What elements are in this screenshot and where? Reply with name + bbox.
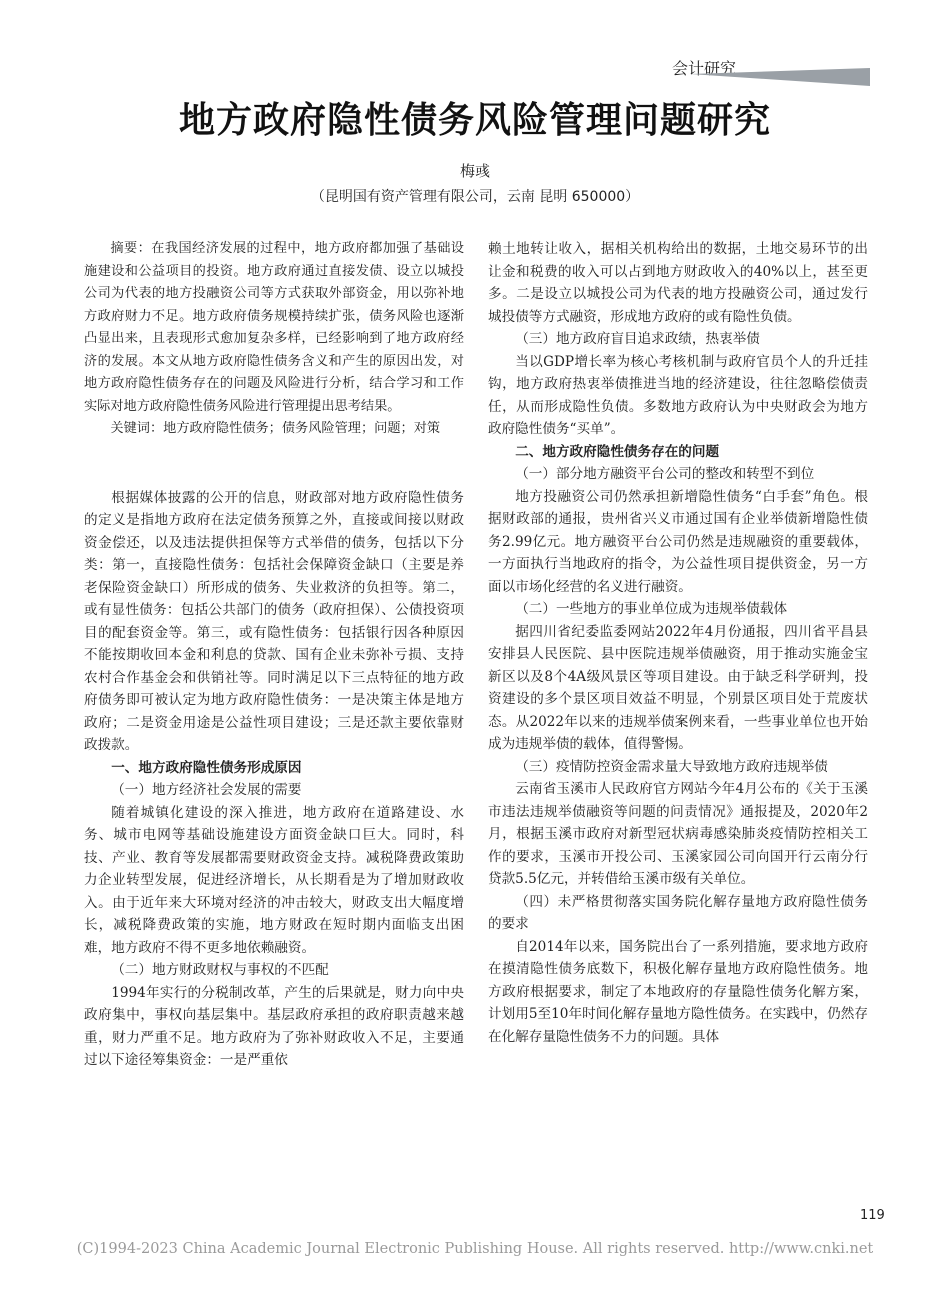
paragraph-2-3: 云南省玉溪市人民政府官方网站今年4月公布的《关于玉溪市违法违规举债融资等问题的问责情况》通报提及，2020年2月，根据玉溪市政府对新型冠状病毒感染肺炎疫情防控相关工作的要求，玉溪市开投公司、玉溪家园公司向国开行云南分行贷款5.5亿元，并转借给玉溪市级有关单位。 [488, 781, 868, 887]
section-heading-2: 二、地方政府隐性债务存在的问题 [515, 443, 720, 460]
right-column [488, 238, 868, 1048]
subsection-heading-2-2: （二）一些地方的事业单位成为违规举债载体 [515, 601, 788, 617]
subsection-heading-2-1: （一）部分地方融资平台公司的整改和转型不到位 [515, 466, 815, 482]
author: 梅彧 [459, 162, 490, 180]
section-heading-1: 一、地方政府隐性债务形成原因 [111, 759, 302, 776]
paragraph-1-2-cont: 赖土地转让收入，据相关机构给出的数据，土地交易环节的出让金和税费的收入可以占到地方财政收入的40%以上，甚至更多。二是设立以城投公司为代表的地方投融资公司，通过发行城投债等方式融资，形成地方政府的或有隐性负债。 [488, 241, 868, 325]
paragraph-2-1: 地方投融资公司仍然承担新增隐性债务“白手套”角色。根据财政部的通报，贵州省兴义市通过国有企业举债新增隐性债务2.99亿元。地方融资平台公司仍然是违规融资的重要载体，一方面执行当地政府的指令，为公益性项目提供资金，另一方面以市场化经营的名义进行融资。 [488, 488, 868, 595]
paragraph-2-4: 自2014年以来，国务院出台了一系列措施，要求地方政府在摸清隐性债务底数下，积极化解存量地方政府隐性债务。地方政府根据要求，制定了本地政府的存量隐性债务化解方案，计划用5至10年时间化解存量地方隐性债务。在实践中，仍然存在化解存量隐性债务不力的问题。具体 [488, 938, 868, 1045]
keywords: 关键词：地方政府隐性债务；债务风险管理；问题；对策 [110, 421, 441, 436]
subsection-heading-1-3: （三）地方政府盲目追求政绩，热衷举债 [515, 331, 760, 347]
subsection-heading-1-2: （二）地方财政财权与事权的不匹配 [111, 962, 329, 978]
paragraph-1-1: 随着城镇化建设的深入推进，地方政府在道路建设、水务、城市电网等基础设施建设方面资金缺口巨大。同时，科技、产业、教育等发展都需要财政资金支持。减税降费政策助力企业转型发展，促进经济增长，从长期看是为了增加财政收入。由于近年来大环境对经济的冲击较大，财政支出大幅度增长，减税降费政策的实施，地方财政在短时期内面临支出困难，地方政府不得不更多地依赖融资。 [84, 804, 464, 956]
left-column [84, 238, 464, 1072]
subsection-heading-2-4: （四）未严格贯彻落实国务院化解存量地方政府隐性债务的要求 [488, 893, 868, 932]
paragraph-1-3: 当以GDP增长率为核心考核机制与政府官员个人的升迁挂钩，地方政府热衷举债推进当地的经济建设，往往忽略偿债责任，从而形成隐性负债。多数地方政府认为中央财政会为地方政府隐性债务“买单”。 [488, 353, 868, 437]
section-bar-decoration [690, 68, 870, 86]
page-number: 119 [860, 1208, 885, 1223]
affiliation: （昆明国有资产管理有限公司，云南 昆明 650000） [310, 189, 640, 205]
subsection-heading-2-3: （三）疫情防控资金需求量大导致地方政府违规举债 [515, 758, 828, 775]
copyright-footer: (C)1994-2023 China Academic Journal Electronic Publishing House. All rights reserved. http://www.cnki.net [76, 1241, 874, 1257]
subsection-heading-1-1: （一）地方经济社会发展的需要 [111, 782, 302, 798]
section-label: 会计研究 [672, 59, 737, 78]
abstract: 摘要：在我国经济发展的过程中，地方政府都加强了基础设施建设和公益项目的投资。地方政府通过直接发债、设立以城投公司为代表的地方投融资公司等方式获取外部资金，用以弥补地方政府财力不足。地方政府债务规模持续扩张，债务风险也逐渐凸显出来，且表现形式愈加复杂多样，已经影响到了地方政府经济的发展。本文从地方政府隐性债务含义和产生的原因出发，对地方政府隐性债务存在的问题及风险进行分析，结合学习和工作实际对地方政府隐性债务风险进行管理提出思考结果。 [84, 241, 464, 414]
paragraph-1-2: 1994年实行的分税制改革，产生的后果就是，财力向中央政府集中，事权向基层集中。基层政府承担的政府职责越来越重，财力严重不足。地方政府为了弥补财政收入不足，主要通过以下途径筹集资金：一是严重依 [84, 984, 464, 1068]
intro-paragraph: 根据媒体披露的公开的信息，财政部对地方政府隐性债务的定义是指地方政府在法定债务预算之外，直接或间接以财政资金偿还，以及违法提供担保等方式举借的债务，包括以下分类：第一，直接隐性债务：包括社会保障资金缺口（主要是养老保险资金缺口）所形成的债务、失业救济的负担等。第二，或有显性债务：包括公共部门的债务（政府担保）、公债投资项目的配套资金等。第三，或有隐性债务：包括银行因各种原因不能按期收回本金和利息的贷款、国有企业未弥补亏损、支持农村合作基金会和供销社等。同时满足以下三点特征的地方政府债务即可被认定为地方政府隐性债务：一是决策主体是地方政府；二是资金用途是公益性项目建设；三是还款主要依靠财政拨款。 [84, 489, 464, 753]
paragraph-2-2: 据四川省纪委监委网站2022年4月份通报，四川省平昌县安排县人民医院、县中医院违规举债融资，用于推动实施金宝新区以及8个4A级风景区等项目建设。由于缺乏科学研判，投资建设的多个景区项目效益不明显，个别景区项目处于荒废状态。从2022年以来的违规举债案例来看，一些事业单位也开始成为违规举债的载体，值得警惕。 [488, 623, 868, 752]
paper-title: 地方政府隐性债务风险管理问题研究 [178, 100, 771, 141]
